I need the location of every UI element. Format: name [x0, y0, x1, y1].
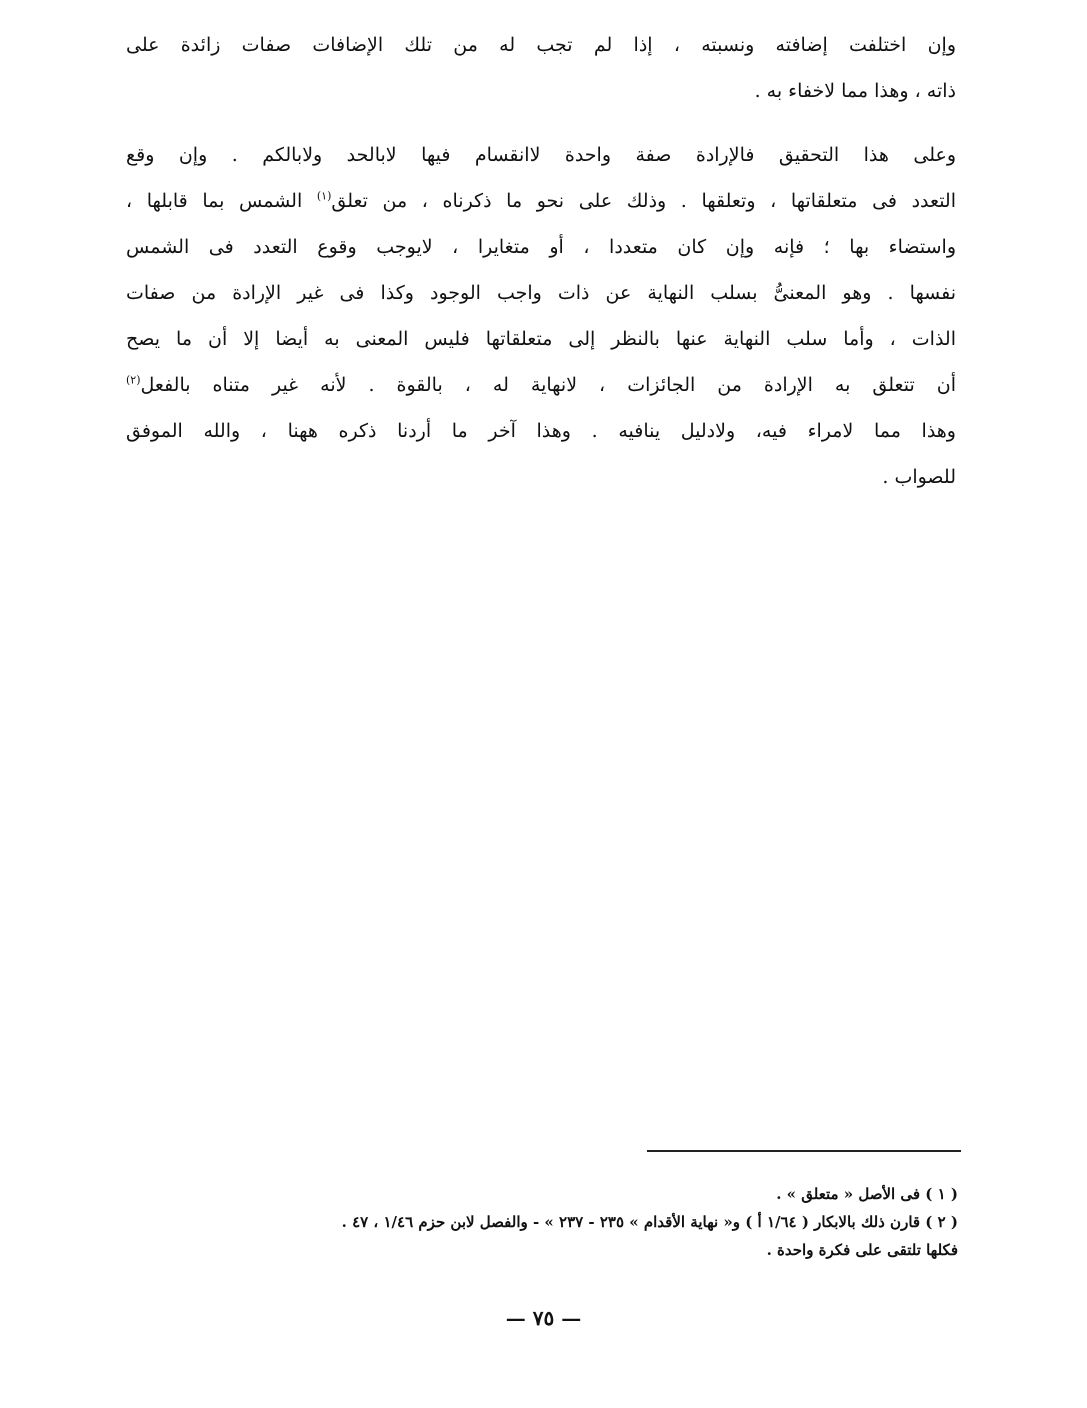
text-line: وهذا مما لامراء فيه، ولادليل ينافيه . وهذا آخر ما أردنا ذكره ههنا ، والله الموفق — [126, 420, 956, 442]
text-line-with-note — [126, 362, 956, 408]
text-line: وعلى هذا التحقيق فالإرادة صفة واحدة لاانقسام فيها لابالحد ولابالكم . وإن وقع — [126, 144, 956, 166]
text-line: ذاته ، وهذا مما لاخفاء به . — [754, 80, 956, 102]
text-line: وإن اختلفت إضافته ونسبته ، إذا لم تجب له من تلك الإضافات صفات زائدة على — [126, 34, 956, 56]
text-line-with-note — [126, 178, 956, 224]
footnote-2-continuation: فكلها تلتقى على فكرة واحدة . — [766, 1241, 958, 1259]
text-line: للصواب . — [882, 466, 956, 488]
footnote-1: ( ١ ) فى الأصل « متعلق » . — [776, 1185, 958, 1203]
footnote-2: ( ٢ ) قارن ذلك بالابكار ( ١/٦٤ أ ) و« نهاية الأقدام » ٢٣٥ - ٢٣٧ » - والفصل لابن حزم ١/٤٦ ، ٤٧ . — [341, 1213, 958, 1231]
text-line: الذات ، وأما سلب النهاية عنها بالنظر إلى متعلقاتها فليس المعنى به أيضا إلا أن ما يصح — [126, 328, 956, 350]
text-line: نفسها . وهو المعنىُّ بسلب النهاية عن ذات واجب الوجود وكذا فى غير الإرادة من صفات — [126, 282, 956, 304]
text-line: واستضاء بها ؛ فإنه وإن كان متعددا ، أو متغايرا ، لايوجب وقوع التعدد فى الشمس — [126, 236, 956, 258]
footnote-marker-2: (٢) — [126, 373, 141, 387]
footnotes — [120, 1180, 958, 1264]
main-text — [126, 22, 956, 500]
paragraph-gap — [126, 114, 956, 132]
text-fragment: الشمس بما قابلها ، — [126, 190, 303, 212]
page-number: — ٧٥ — — [505, 1306, 582, 1330]
footnote-separator — [647, 1150, 961, 1152]
footnote-marker-1: (١) — [316, 189, 332, 203]
text-fragment: أن تتعلق به الإرادة من الجائزات ، لانهاية له ، بالقوة . لأنه غير متناه بالفعل — [140, 374, 956, 396]
text-fragment: التعدد فى متعلقاتها ، وتعلقها . وذلك على نحو ما ذكرناه ، من تعلق — [331, 190, 956, 212]
